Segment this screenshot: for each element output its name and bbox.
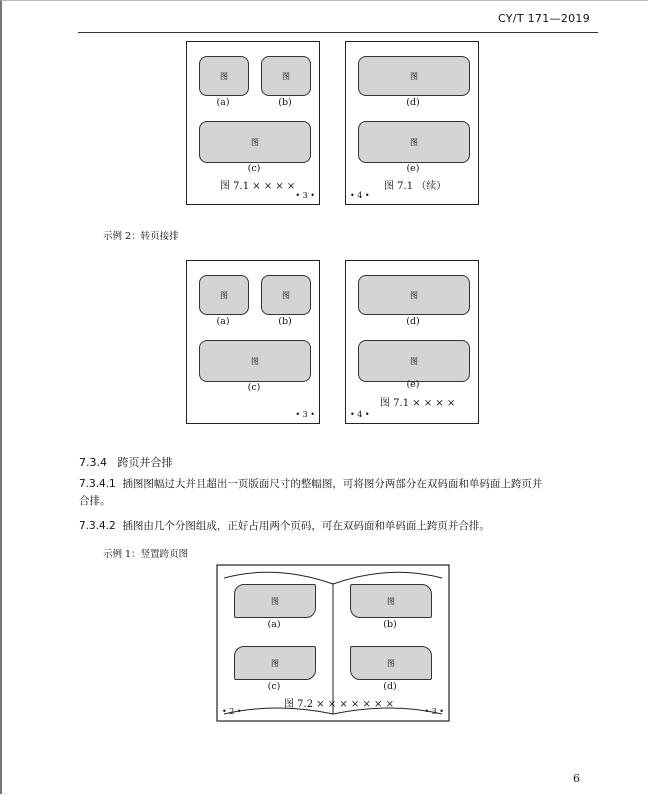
paragraph-7-3-4-1 — [79, 476, 599, 510]
page-number: • 4 • — [350, 191, 370, 200]
fig2-right-page — [345, 260, 479, 424]
clause-text: 插图图幅过大并且超出一页版面尺寸的整幅图，可将图分两部分在双码面和单码面上跨页并 — [122, 478, 543, 490]
sub-label: (a) — [267, 619, 281, 630]
page-number: • 4 • — [350, 410, 370, 419]
fig1-left-page — [186, 41, 320, 205]
sub-label: (c) — [267, 681, 281, 692]
sub-label: (a) — [216, 97, 230, 108]
standard-number: CY/T 171—2019 — [498, 12, 591, 25]
figure-caption: 图 7.1 × × × × — [380, 398, 456, 409]
figure-box: 图 — [358, 56, 470, 96]
clause-number: 7.3.4.1 — [79, 478, 116, 490]
example-label: 示例 2：转页接排 — [103, 231, 179, 242]
sub-label: (b) — [278, 97, 292, 108]
figure-caption: 图 7.2 × × × × × × × — [284, 699, 394, 710]
sub-label: (d) — [383, 681, 397, 692]
section-number: 7.3.4 — [79, 456, 107, 469]
figure-box: 图 — [199, 275, 249, 315]
paragraph-7-3-4-2 — [79, 518, 599, 535]
figure-box: 图 — [350, 646, 432, 680]
figure-box: 图 — [350, 584, 432, 618]
open-book-figure — [216, 564, 450, 722]
page-number: • 3 • — [295, 191, 315, 200]
sub-label: (b) — [278, 316, 292, 327]
figure-box: 图 — [199, 340, 311, 382]
figure-box: 图 — [358, 340, 470, 382]
clause-text: 插图由几个分图组成，正好占用两个页码，可在双码面和单码面上跨页并合排。 — [122, 520, 490, 532]
figure-caption: 图 7.1 （续） — [384, 181, 447, 192]
sub-label: (c) — [247, 163, 261, 174]
figure-box: 图 — [234, 584, 316, 618]
sub-label: (d) — [406, 97, 420, 108]
figure-box: 图 — [234, 646, 316, 680]
sub-label: (e) — [406, 379, 420, 390]
fig1-right-page — [345, 41, 479, 205]
document-page-number: 6 — [573, 772, 580, 785]
clause-number: 7.3.4.2 — [79, 520, 116, 532]
sub-label: (c) — [247, 382, 261, 393]
clause-text-cont: 合排。 — [79, 495, 111, 507]
figure-box: 图 — [261, 275, 311, 315]
figure-box: 图 — [199, 56, 249, 96]
sub-label: (b) — [383, 619, 397, 630]
header-rule — [78, 32, 598, 33]
page-number: • 3 • — [295, 410, 315, 419]
page-number: • 3 • — [424, 707, 444, 716]
section-title: 跨页并合排 — [117, 456, 173, 469]
figure-box: 图 — [261, 56, 311, 96]
figure-box: 图 — [358, 275, 470, 315]
section-heading — [79, 454, 173, 470]
sub-label: (e) — [406, 163, 420, 174]
figure-box: 图 — [199, 121, 311, 163]
example-label: 示例 1：竖置跨页图 — [103, 549, 189, 560]
sub-label: (a) — [216, 316, 230, 327]
fig2-left-page — [186, 260, 320, 424]
figure-caption: 图 7.1 × × × × — [220, 181, 296, 192]
sub-label: (d) — [406, 316, 420, 327]
figure-box: 图 — [358, 121, 470, 163]
page-number: • 2 • — [222, 707, 242, 716]
